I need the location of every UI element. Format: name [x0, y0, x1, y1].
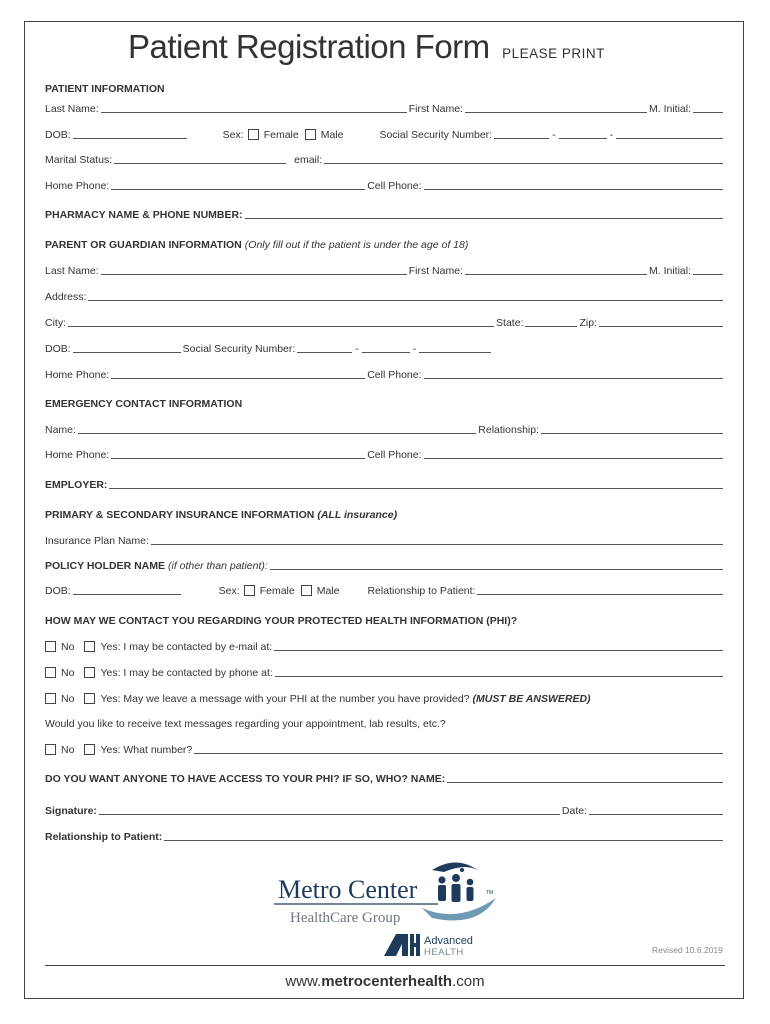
signature-relationship-field[interactable] — [164, 840, 723, 841]
guardian-dob-row: DOB: Social Security Number: - - — [45, 339, 725, 355]
signature-relationship-label: Relationship to Patient: — [45, 831, 163, 843]
signature-label: Signature: — [45, 805, 97, 817]
marital-status-field[interactable] — [114, 163, 286, 164]
emergency-name-field[interactable] — [78, 433, 476, 434]
city-field[interactable] — [68, 326, 494, 327]
guardian-dob-label: DOB: — [45, 343, 71, 355]
holder-dob-label: DOB: — [45, 585, 71, 597]
logo-healthcare-text: HealthCare Group — [290, 910, 401, 926]
email-field[interactable] — [324, 163, 723, 164]
url-suffix: .com — [452, 973, 485, 990]
guardian-note: (Only fill out if the patient is under the age of 18) — [244, 239, 469, 251]
emergency-heading-row — [45, 394, 725, 410]
logo-health-text: HEALTH — [424, 947, 464, 958]
signature-field[interactable] — [99, 814, 560, 815]
middle-initial-field[interactable] — [693, 112, 723, 113]
phone-yes-checkbox[interactable] — [84, 667, 95, 678]
logo-metro-text: Metro Center — [278, 875, 418, 904]
url-prefix: www. — [285, 973, 322, 990]
text-number-field[interactable] — [194, 753, 723, 754]
date-label: Date: — [561, 805, 587, 817]
holder-dob-field[interactable] — [73, 594, 181, 595]
guardian-ssn-field-2[interactable] — [362, 352, 410, 353]
message-option-label: Yes: May we leave a message with your PHI at the number you have provided? — [100, 693, 470, 705]
first-name-label: First Name: — [408, 103, 463, 115]
guardian-last-name-field[interactable] — [101, 274, 407, 275]
employer-label: EMPLOYER: — [45, 479, 108, 491]
dob-label: DOB: — [45, 129, 71, 141]
emergency-cell-phone-field[interactable] — [424, 458, 723, 459]
guardian-dob-field[interactable] — [73, 352, 181, 353]
insurance-plan-field[interactable] — [151, 544, 723, 545]
no-label: No — [61, 693, 75, 705]
emergency-relationship-label: Relationship: — [478, 424, 539, 436]
emergency-name-label: Name: — [45, 424, 76, 436]
zip-label: Zip: — [579, 317, 597, 329]
pharmacy-row — [45, 205, 725, 221]
emergency-home-phone-label: Home Phone: — [45, 449, 110, 461]
guardian-ssn-label: Social Security Number: — [182, 343, 296, 355]
website-url[interactable] — [0, 973, 770, 990]
insurance-plan-row — [45, 531, 725, 547]
people-icon — [422, 862, 496, 920]
guardian-heading-row — [45, 235, 725, 251]
must-answer-note: (MUST BE ANSWERED) — [472, 693, 591, 705]
last-name-label: Last Name: — [45, 103, 99, 115]
zip-field[interactable] — [599, 326, 723, 327]
guardian-last-name-label: Last Name: — [45, 265, 99, 277]
text-no-checkbox[interactable] — [45, 744, 56, 755]
cell-phone-label: Cell Phone: — [367, 180, 422, 192]
text-yes-checkbox[interactable] — [84, 744, 95, 755]
phi-access-label: DO YOU WANT ANYONE TO HAVE ACCESS TO YOUR PHI? IF SO, WHO? NAME: — [45, 773, 446, 785]
city-label: City: — [45, 317, 66, 329]
policy-holder-dob-row — [45, 581, 725, 597]
phi-access-row — [45, 769, 725, 785]
no-label: No — [61, 641, 75, 653]
phi-email-row — [45, 637, 725, 653]
no-label: No — [61, 667, 75, 679]
pharmacy-label: PHARMACY NAME & PHONE NUMBER: — [45, 209, 243, 221]
phi-message-row — [45, 689, 725, 705]
emergency-name-row — [45, 420, 725, 436]
phone-option-label: Yes: I may be contacted by phone at: — [100, 667, 273, 679]
guardian-home-phone-field[interactable] — [111, 378, 365, 379]
guardian-cell-phone-label: Cell Phone: — [367, 369, 422, 381]
section-heading: PRIMARY & SECONDARY INSURANCE INFORMATION — [45, 509, 315, 521]
date-field[interactable] — [589, 814, 723, 815]
dob-field[interactable] — [73, 138, 187, 139]
holder-relationship-label: Relationship to Patient: — [367, 585, 476, 597]
guardian-phone-row — [45, 365, 725, 381]
first-name-field[interactable] — [465, 112, 647, 113]
guardian-city-row — [45, 313, 725, 329]
section-heading: HOW MAY WE CONTACT YOU REGARDING YOUR PROTECTED HEALTH INFORMATION (PHI)? — [45, 615, 518, 627]
insurance-heading-row — [45, 505, 725, 521]
policy-holder-row — [45, 556, 725, 572]
guardian-middle-initial-label: M. Initial: — [648, 265, 691, 277]
holder-relationship-field[interactable] — [477, 594, 723, 595]
ssn-field-1[interactable] — [494, 138, 549, 139]
guardian-middle-initial-field[interactable] — [693, 274, 723, 275]
logo-tm: TM — [486, 890, 494, 896]
emergency-cell-phone-label: Cell Phone: — [367, 449, 422, 461]
female-label: Female — [263, 129, 299, 141]
form-title: Patient Registration Form — [128, 28, 490, 65]
insurance-plan-label: Insurance Plan Name: — [45, 535, 149, 547]
holder-male-checkbox[interactable] — [301, 585, 312, 596]
middle-initial-label: M. Initial: — [648, 103, 691, 115]
guardian-ssn-field-3[interactable] — [419, 352, 491, 353]
patient-marital-row — [45, 150, 725, 166]
emergency-phone-row — [45, 445, 725, 461]
guardian-cell-phone-field[interactable] — [424, 378, 723, 379]
text-question-row — [45, 714, 725, 730]
url-brand: metrocenterhealth — [321, 973, 453, 990]
text-number-row — [45, 740, 725, 756]
revised-date: Revised 10.6.2019 — [652, 945, 723, 955]
ssn-label: Social Security Number: — [379, 129, 493, 141]
section-heading: EMERGENCY CONTACT INFORMATION — [45, 398, 243, 410]
phi-phone-field[interactable] — [275, 676, 723, 677]
guardian-address-row — [45, 287, 725, 303]
address-field[interactable] — [88, 300, 723, 301]
marital-status-label: Marital Status: — [45, 154, 113, 166]
guardian-ssn-field-1[interactable] — [297, 352, 352, 353]
home-phone-field[interactable] — [111, 189, 365, 190]
insurance-note: (ALL insurance) — [317, 509, 398, 521]
no-label: No — [61, 744, 75, 756]
email-option-label: Yes: I may be contacted by e-mail at: — [100, 641, 273, 653]
email-yes-checkbox[interactable] — [84, 641, 95, 652]
ssn-field-2[interactable] — [559, 138, 607, 139]
holder-male-label: Male — [316, 585, 340, 597]
phi-phone-row — [45, 663, 725, 679]
last-name-field[interactable] — [101, 112, 407, 113]
male-label: Male — [320, 129, 344, 141]
guardian-first-name-field[interactable] — [465, 274, 647, 275]
message-yes-checkbox[interactable] — [84, 693, 95, 704]
female-checkbox[interactable] — [248, 129, 259, 140]
guardian-name-row — [45, 261, 725, 277]
employer-row — [45, 475, 725, 491]
guardian-first-name-label: First Name: — [408, 265, 463, 277]
sex-label: Sex: — [222, 129, 244, 141]
emergency-relationship-field[interactable] — [541, 433, 723, 434]
signature-row — [45, 801, 725, 817]
phi-access-field[interactable] — [447, 782, 723, 783]
metro-center-logo — [272, 858, 502, 962]
phone-no-checkbox[interactable] — [45, 667, 56, 678]
advanced-health-mark — [384, 934, 420, 956]
signature-relationship-row — [45, 827, 725, 843]
phi-email-field[interactable] — [274, 650, 723, 651]
patient-name-row — [45, 99, 725, 115]
patient-phone-row — [45, 176, 725, 192]
section-heading: PARENT OR GUARDIAN INFORMATION — [45, 239, 242, 251]
section-heading: PATIENT INFORMATION — [45, 83, 165, 95]
state-field[interactable] — [525, 326, 577, 327]
address-label: Address: — [45, 291, 87, 303]
holder-female-checkbox[interactable] — [244, 585, 255, 596]
logo-advanced-text: Advanced — [424, 935, 473, 947]
holder-female-label: Female — [259, 585, 295, 597]
employer-field[interactable] — [109, 488, 723, 489]
policy-holder-label: POLICY HOLDER NAME — [45, 560, 165, 572]
ssn-field-3[interactable] — [616, 138, 723, 139]
state-label: State: — [496, 317, 524, 329]
phi-heading-row — [45, 611, 725, 627]
pharmacy-field[interactable] — [245, 218, 723, 219]
footer-divider — [45, 965, 725, 966]
cell-phone-field[interactable] — [424, 189, 723, 190]
email-no-checkbox[interactable] — [45, 641, 56, 652]
guardian-home-phone-label: Home Phone: — [45, 369, 110, 381]
policy-holder-field[interactable] — [270, 569, 723, 570]
home-phone-label: Home Phone: — [45, 180, 110, 192]
message-no-checkbox[interactable] — [45, 693, 56, 704]
text-question: Would you like to receive text messages regarding your appointment, lab results, etc.? — [45, 718, 446, 730]
please-print-label: PLEASE PRINT — [502, 46, 605, 61]
text-option-label: Yes: What number? — [100, 744, 193, 756]
holder-sex-label: Sex: — [218, 585, 240, 597]
patient-info-heading-row — [45, 79, 725, 95]
male-checkbox[interactable] — [305, 129, 316, 140]
policy-holder-note: (if other than patient): — [167, 560, 268, 572]
email-label: email: — [294, 154, 323, 166]
patient-dob-row: DOB: Sex: Female Male Social Security Number: - - — [45, 125, 725, 141]
form-header — [128, 28, 605, 66]
emergency-home-phone-field[interactable] — [111, 458, 365, 459]
